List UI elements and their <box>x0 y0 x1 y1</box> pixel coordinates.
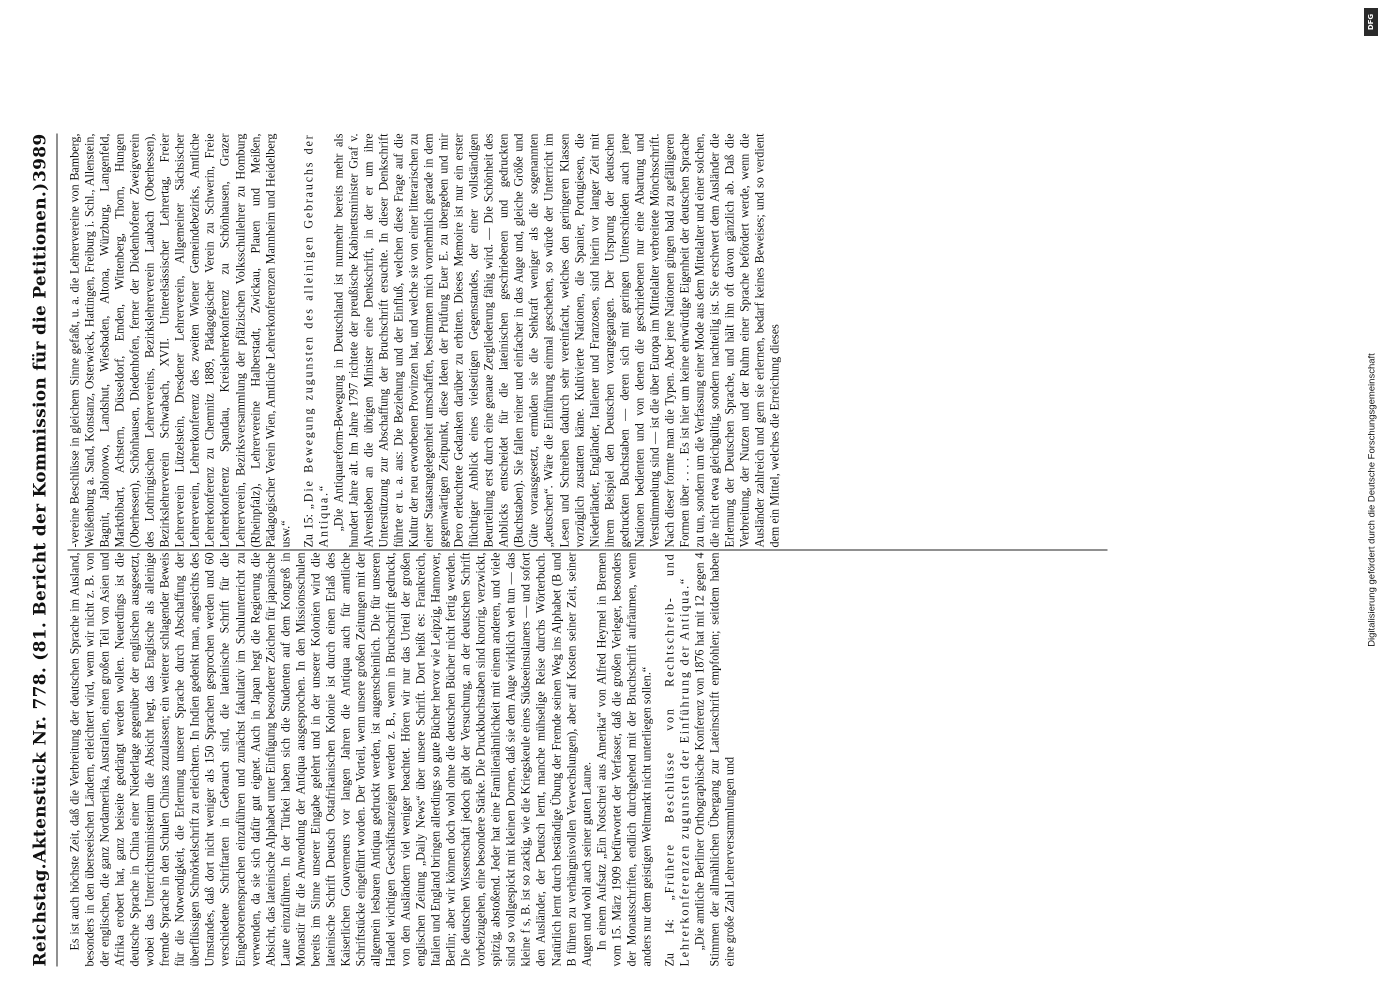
section-heading <box>301 134 331 548</box>
paragraph: Es ist auch höchste Zeit, daß die Verbreitung der deutschen Sprache im Ausland, besonders in den überseeischen Ländern, erleichtert wird, wenn wir nicht z. B. von der englischen, die ganz Nordamerika, Australien, einen großen Teil von Asien und Afrika erobert hat, ganz beiseite gedrängt werden wollen. Neuerdings ist die deutsche Sprache in China einer Niederlage gegenüber der englischen ausgesetzt, wobei das Unterrichtsministerium die Absicht hegt, das Englische als alleinige fremde Sprache in den Schulen Chinas zuzulassen; ein weiterer schlagender Beweis für die Notwendigkeit, die Erlernung unserer Sprache durch Abschaffung der überflüssigen Schnörkelschrift zu erleichtern. In Indien gedenkt man, angesichts des Umstandes, daß dort nicht weniger als 150 Sprachen gesprochen werden und 60 verschiedene Schriftarten in Gebrauch sind, die lateinische Schrift für die Eingeborenensprachen einzuführen und zunächst fakultativ im Schulunterricht zu verwenden, da sie sich dafür gut eignet. Auch in Japan hegt die Regierung die Absicht, das lateinische Alphabet unter Einfügung besonderer Zeichen für japanische Laute einzuführen. In der Türkei haben sich die Studenten auf dem Kongreß in Monastir für die Anwendung der Antiqua ausgesprochen. In den Missionsschulen bereits im Sinne unserer Eingabe gelehrt und in der unserer Kolonien wird die lateinische Schrift Deutsch Ostafrikanischen Kolonie ist durch einen Erlaß des Kaiserlichen Gouverneurs vor langen Jahren die Antiqua auch für amtliche Schriftstücke eingeführt worden. Der Vorteil, wenn unsere großen Zeitungen mit der allgemein lesbaren Antiqua gedruckt werden, ist augenscheinlich. Die für unseren Handel wichtigen Geschäftsanzeigen werden z. B., wenn in Bruchschrift gedruckt, von den Ausländern viel weniger beachtet. Hören wir nur das Urteil der großen englischen Zeitung „Daily News“ über unsere Schrift. Dort heißt es: Frankreich, Italien und England bringen allerdings so gute Bücher hervor wie Leipzig, Hannover, Berlin; aber wir können doch wohl ohne die deutschen Bücher nicht fertig werden. Die deutschen Wissenschaft jedoch gibt der Versuchung, an der deutschen Schrift vorbeizugehen, eine besondere Stärke. Die Druckbuchstaben sind knorrig, verzwickt, spitzig, abstoßend. Jeder hat eine Familienähnlichkeit mit einem anderen, und viele sind so vollgespickt mit kleinen Dornen, daß sie dem Auge wirklich weh tun — das kleine f s, B. ist so zackig, wie die Kriegskeule eines Südseeinsulaners — und sofort den Ausländer, der Deutsch lernt, manche mühselige Reise durchs Wörterbuch. Natürlich lernt durch beständige Übung der Fremde seinen Weg ins Alphabet (B und B führen zu verhängnisvollen Verwechslungen), aber auf Kosten seiner Zeit, seiner Augen und wohl auch seiner guten Laune. <box>67 552 594 967</box>
left-column <box>68 553 1108 967</box>
paragraph: In einem Aufsatz „Ein Notschrei aus Amerika“ von Alfred Heymel in Bremen vom 15. März 1909 befürwortet der Verfasser, daß die großen Verleger, besonders der Monatsschriften, endlich durchgehend mit der Bruchschrift aufräumen, wenn anders nur dem geistigen Weltmarkt nicht unterliegen sollen.“ <box>594 552 654 967</box>
section-title: „Frühere Beschlüsse von Rechtschreib- und Lehrerkonferenzen zugunsten der Einführung der Antiqua.“ <box>662 552 692 967</box>
right-column <box>68 134 1108 548</box>
paragraph: „Die amtliche Berliner Orthographische Konferenz von 1876 hat mit 12 gegen 4 Stimmen der allmählichen Übergang zur Lateinschrift empfohlen; seitdem haben eine große Zahl Lehrerversammlungen und <box>692 552 737 967</box>
page-number: 3989 <box>30 133 51 183</box>
header-center: Aktenstück Nr. 778. (81. Bericht der Kommission für die Petitionen.) <box>30 182 51 863</box>
section-label: Zu 14: <box>662 919 677 967</box>
logo-text: DFG <box>1367 13 1375 31</box>
section-title: „Die Bewegung zugunsten des alleinigen Gebrauchs der Antiqua.“ <box>301 133 331 548</box>
paragraph: „Die Antiquareform-Bewegung in Deutschland ist nunmehr bereits mehr als hundert Jahre alt. Im Jahre 1797 richtete der preußische Kabinettsminister Graf v. Alvensleben an die übrigen Minister eine Denkschrift, in der er um ihre Unterstützung zur Abschaffung der Bruchschrift ersuchte. In dieser Denkschrift führte er u. a. aus: Die Beziehung und der Einfluß, welchen diese Frage auf die Kultur der neu erworbenen Provinzen hat, und welche sie von einer litterarischen zu einer Staatsangelegenheit umschaffen, bestimmen mich vornehmlich gerade in dem gegenwärtigen Zeitpunkt, diese Ideen der Prüfung Euer E. zu übergeben und mir Dero erleuchtete Gedanken darüber zu erbitten. Dieses Memoire ist nur ein erster flüchtiger Anblick eines vielseitigen Gegenstandes, der einer vollständigen Beurteilung erst durch eine genaue Zergliederung fähig wird. — Die Schönheit des Anblicks entscheidet für die lateinischen geschriebenen und gedruckten (Buchstaben). Sie fallen reiner und einfacher in das Auge und, gleiche Größe und Güte vorausgesetzt, ermüden sie die Sehkraft weniger als die sogenannten „deutschen“. Wäre die Einführung einmal geschehen, so würde der Unterricht im Lesen und Schreiben dadurch sehr vereinfacht, welches den geringeren Klassen vorzüglich zustatten käme. Kultivierte Nationen, die Spanier, Portugiesen, die Niederländer, Engländer, Italiener und Franzosen, sind hierin vor langer Zeit mit ihrem Beispiel den Deutschen vorangegangen. Der Ursprung der deutschen gedruckten Buchstaben — deren sich mit geringen Unterschieden auch jene Nationen bedienten und von denen die geschriebenen nur eine Abartung und Verstümmelung sind — ist die über Europa im Mittelalter verbreitete Mönchsschrift. Nach dieser formte man die Typen. Aber jene Nationen gingen bald zu gefälligeren Formen über . . . . Es ist hier um keine ehrwürdige Eigenheit der deutschen Sprache zu tun, sondern um die Verfassung einer Mode aus dem Mittelalter und einer solchen, die nicht etwa gleichgültig, sondern nachteilig ist. Sie erschwert dem Ausländer die Erlernung der Deutschen Sprache, und hält ihn oft davon gänzlich ab. Daß die Verbreitung, der Nutzen und der Ruhm einer Sprache befördert werde, wenn die Ausländer zahlreich und gern sie erlernen, bedarf keines Beweises; und so verdient dem ein Mittel, welches die Erreichung dieses <box>331 133 782 548</box>
section-heading <box>662 553 692 967</box>
section-label: Zu 15: <box>301 514 316 548</box>
document-page <box>0 98 1147 1003</box>
column-divider <box>68 549 1108 550</box>
digitization-note: Digitalisierung gefördert durch die Deutsche Forschungsgemeinschaft <box>1366 353 1378 647</box>
paragraph: -vereine Beschlüsse in gleichem Sinne gefaßt, u. a. die Lehrervereine von Bamberg, Weißenburg a. Sand, Konstanz, Osterwieck, Hattingen, Freiburg i. Schl., Allenstein, Bagnit, Jablonowo, Landshut, Wiesbaden, Altona, Würzburg, Langenfeld, Marktbibart, Achstern, Düsseldorf, Emden, Wittenberg, Thorn, Hungen (Oberhessen), Schönhausen, Diedenhofen, ferner der Diedenhofener Zweigverein des Lothringischen Lehrervereins, Bezirkslehrerverein Laubach (Oberhessen), Bezirkslehrerverein Schwabach, XVII. Unterelsässischer Lehrertag, Freier Lehrerverein Lützelstein, Dresdener Lehrerverein, Allgemeiner Sächsischer Lehrerverein, Lehrerkonferenz des zweiten Wiener Gemeindebezirks, Amtliche Lehrerkonferenz zu Chemnitz 1889, Pädagogischer Verein zu Schwerin, Freie Lehrerkonferenz Spandau, Kreislehrerkonferenz zu Schönhausen, Grazer Lehrerverein, Bezirksversammlung der pfälzischen Volksschullehrer zu Homburg (Rheinpfalz), Lehrervereine Halberstadt, Zwickau, Plauen und Meißen, Pädagogischer Verein Wien, Amtliche Lehrerkonferenzen Mannheim und Heidelberg usw.“ <box>67 133 293 548</box>
page-header <box>31 134 58 967</box>
dfg-logo <box>1364 8 1378 36</box>
text-columns <box>68 134 1108 967</box>
header-left: Reichstag. <box>30 863 51 967</box>
